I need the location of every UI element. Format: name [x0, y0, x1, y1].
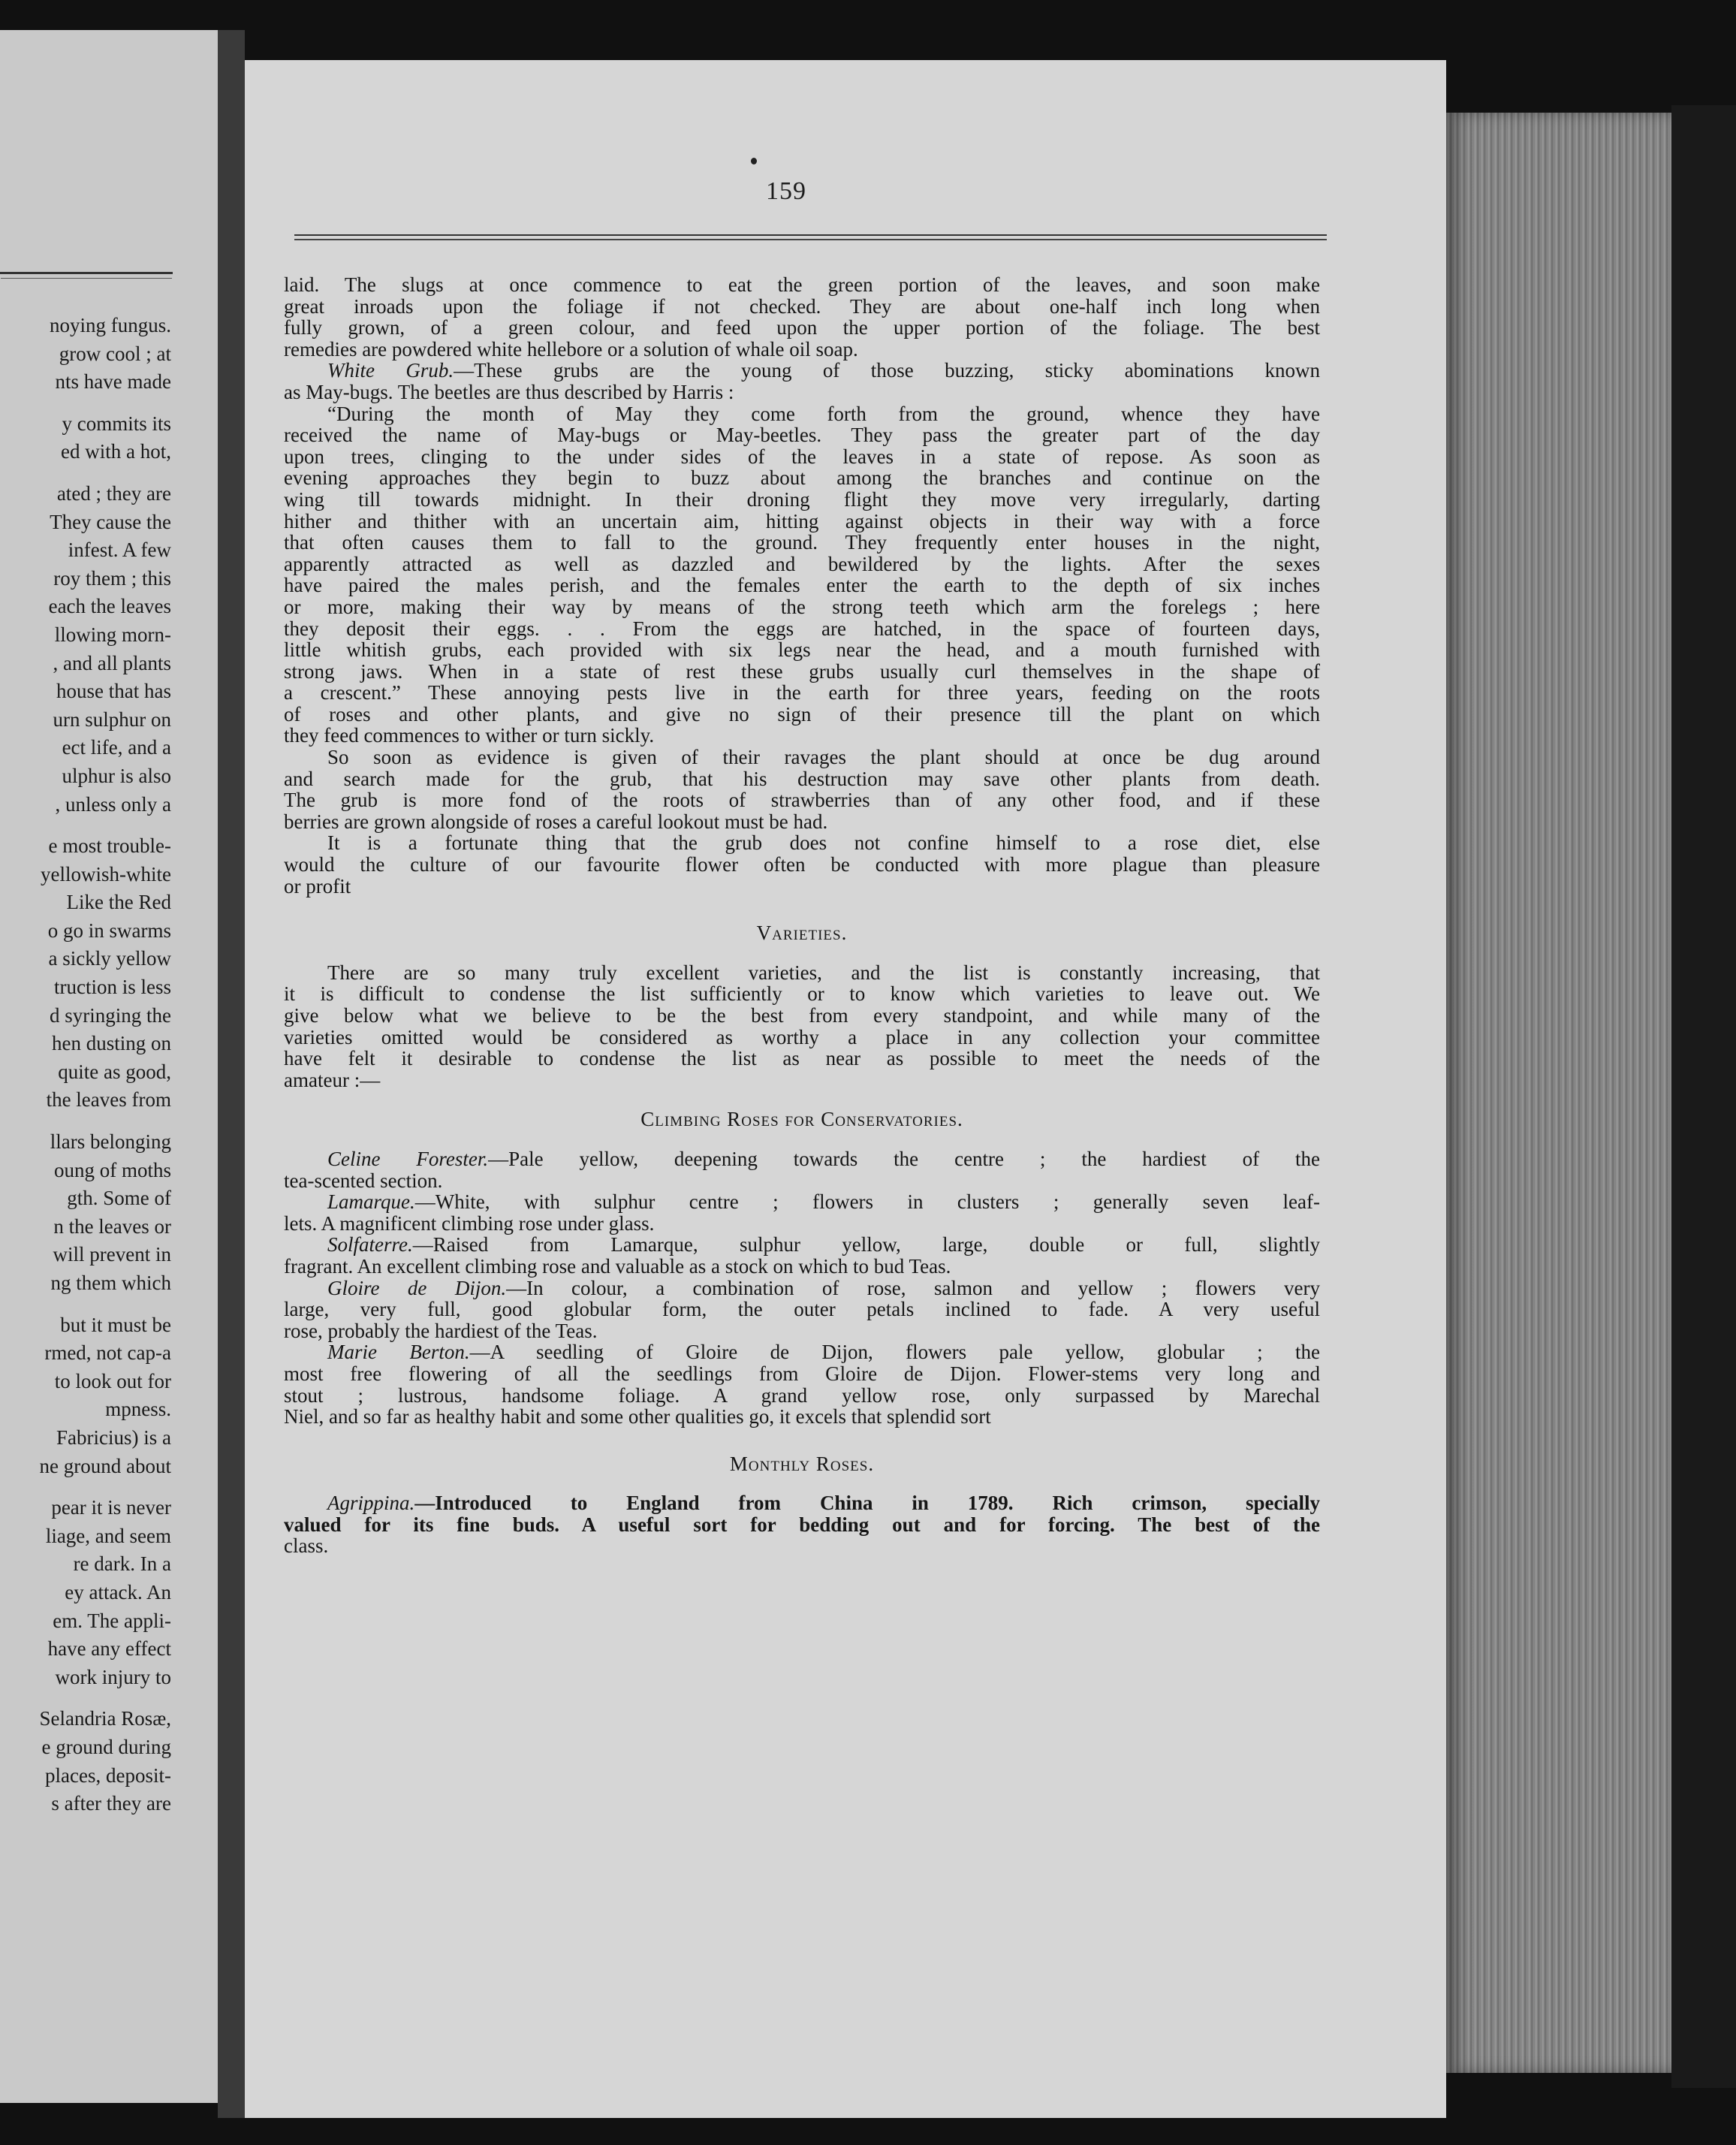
text-line: evening approaches they begin to buzz about among the branches and continue on the: [284, 466, 1320, 490]
left-page-line: truction is less: [54, 976, 171, 999]
left-page-line: oung of moths: [53, 1158, 171, 1181]
left-page-line: e most trouble-: [48, 834, 171, 858]
left-page-line: noying fungus.: [50, 314, 171, 336]
page-edges: [1446, 113, 1671, 2073]
text-line: [284, 1234, 1320, 1256]
left-page-line: Fabricius) is a: [56, 1425, 171, 1449]
left-page-line: house that has: [56, 680, 171, 703]
left-page-line: [0, 1480, 171, 1494]
left-page-line: will prevent in: [53, 1243, 171, 1266]
section-heading-climbing-roses: Climbing Roses for Conservatories.: [640, 1108, 963, 1131]
left-page-line: pear it is never: [51, 1496, 171, 1519]
left-page-line: yellowish-white: [41, 862, 171, 885]
left-page-line: to look out for: [54, 1369, 171, 1392]
text-line: berries are grown alongside of roses a careful lookout must be had.: [284, 810, 828, 833]
entry-text: —In colour, a combination of rose, salmon and yellow ; flowers very: [506, 1276, 1320, 1299]
text-line: wing till towards midnight. In their droning flight they move very irregularly, darting: [284, 487, 1320, 511]
left-page-line: grow cool ; at: [59, 342, 171, 365]
left-page-line: em. The appli-: [53, 1609, 171, 1632]
section-heading-varieties: Varieties.: [756, 922, 848, 945]
left-page-line: s after they are: [51, 1792, 171, 1815]
evidence-paragraph: [284, 747, 1320, 832]
text-line: The grub is more fond of the roots of strawberries than of any other food, and if these: [284, 789, 1320, 812]
left-page-line: re dark. In a: [73, 1552, 171, 1576]
text-line: [284, 1148, 1320, 1170]
left-page-line: ne ground about: [39, 1454, 171, 1477]
left-page-line: [0, 466, 171, 480]
left-page-line: llowing morn-: [54, 623, 171, 646]
text-line: varieties omitted would be considered as worthy a place in any collection your committee: [284, 1025, 1320, 1048]
text-line: lets. A magnificent climbing rose under glass.: [284, 1211, 655, 1235]
text-line: give below what we believe to be the best from every standpoint, and while many of the: [284, 1004, 1320, 1027]
entry-text: —These grubs are the young of those buzzing, sticky abominations known: [454, 359, 1321, 382]
left-page-line: Like the Red: [66, 891, 171, 914]
left-header-rule: [0, 272, 173, 274]
left-page-line: [0, 1691, 171, 1705]
text-line: [284, 360, 1320, 382]
text-line: that often causes them to fall to the ground. They frequently enter houses in the night,: [284, 531, 1320, 554]
text-line: [284, 1492, 1320, 1514]
text-line: There are so many truly excellent varieties, and the list is constantly increasing, that: [327, 961, 1320, 984]
left-page-line: [0, 819, 171, 832]
text-line: great inroads upon the foliage if not checked. They are about one-half inch long when: [284, 294, 1320, 318]
text-line: [284, 1341, 1320, 1363]
text-line: have felt it desirable to condense the list as near as possible to meet the needs of the: [284, 1047, 1320, 1070]
entry-celine-forester: [284, 1148, 1320, 1191]
left-page-line: llars belonging: [50, 1130, 171, 1154]
left-page-line: roy them ; this: [53, 566, 171, 590]
text-line: as May-bugs. The beetles are thus described by Harris :: [284, 380, 734, 403]
left-page-text: [0, 312, 171, 1818]
entry-term: White Grub.: [327, 359, 454, 382]
left-page-line: places, deposit-: [45, 1763, 171, 1787]
text-line: strong jaws. When in a state of rest these grubs usually curl themselves in the shape of: [284, 659, 1320, 683]
left-page-line: infest. A few: [68, 539, 171, 562]
entry-term: Solfaterre.: [327, 1233, 413, 1257]
text-line: would the culture of our favourite flower often be conducted with more plague than pleasure: [284, 853, 1320, 876]
white-grub-paragraph: [284, 360, 1320, 403]
left-page-line: , unless only a: [55, 792, 171, 816]
page-number: 159: [766, 177, 806, 205]
left-page-line: ated ; they are: [56, 481, 171, 505]
text-line: apparently attracted as well as dazzled and bewildered by the lights. After the sexes: [284, 552, 1320, 575]
left-page-line: liage, and seem: [45, 1524, 171, 1547]
edge-shadow: [1671, 105, 1736, 2088]
text-line: hither and thither with an uncertain aim, hitting against objects in their way with a force: [284, 509, 1320, 532]
left-page-line: each the leaves: [48, 595, 171, 618]
left-page-line: d syringing the: [50, 1003, 171, 1027]
left-page-line: quite as good,: [58, 1060, 171, 1083]
book-gutter: [218, 30, 245, 2118]
left-page-line: Selandria Rosæ,: [39, 1707, 171, 1730]
text-line: fragrant. An excellent climbing rose and valuable as a stock on which to bud Teas.: [284, 1254, 951, 1278]
text-line: class.: [284, 1534, 329, 1558]
left-page-line: the leaves from: [46, 1088, 171, 1112]
left-page-line: urn sulphur on: [53, 707, 171, 731]
text-line: received the name of May-bugs or May-beetles. They pass the greater part of the day: [284, 424, 1320, 447]
entry-text: —A seedling of Gloire de Dijon, flowers pale yellow, globular ; the: [469, 1341, 1320, 1364]
entry-term: Marie Berton.: [327, 1341, 470, 1364]
text-line: of roses and other plants, and give no sign of their presence till the plant on which: [284, 702, 1320, 726]
entry-text: —Pale yellow, deepening towards the centre ; the hardiest of the: [488, 1147, 1321, 1170]
left-page-line: but it must be: [60, 1313, 171, 1336]
entry-marie-berton: [284, 1341, 1320, 1427]
entry-agrippina: [284, 1492, 1320, 1557]
left-page-line: ng them which: [50, 1272, 171, 1294]
text-line: [284, 1278, 1320, 1299]
text-line: [284, 1191, 1320, 1213]
text-line: a crescent.” These annoying pests live in the earth for three years, feeding on the roots: [284, 681, 1320, 704]
left-page-line: [0, 397, 171, 410]
text-line: amateur :—: [284, 1068, 381, 1091]
text-line: or more, making their way by means of the strong teeth which arm the forelegs ; here: [284, 595, 1320, 618]
text-line: most free flowering of all the seedlings from Gloire de Dijon. Flower-stems very long and: [284, 1362, 1320, 1385]
left-page-line: work injury to: [55, 1665, 171, 1688]
entry-text: —Raised from Lamarque, sulphur yellow, large, double or full, slightly: [412, 1233, 1320, 1257]
text-line: they feed commences to wither or turn sickly.: [284, 724, 655, 747]
left-page-line: n the leaves or: [53, 1214, 171, 1238]
text-line: “During the month of May they come forth from the ground, whence they have: [327, 402, 1320, 425]
slugs-paragraph: [284, 274, 1320, 360]
text-line: little whitish grubs, each provided with six legs near the head, and a mouth furnished with: [284, 638, 1320, 662]
text-line: they deposit their eggs. . . From the eggs are hatched, in the space of fourteen days,: [284, 617, 1320, 640]
left-page-line: e ground during: [41, 1735, 171, 1758]
left-page-line: ed with a hot,: [61, 440, 171, 463]
harris-quote: [284, 403, 1320, 747]
left-page-line: nts have made: [55, 370, 171, 394]
left-page-line: hen dusting on: [52, 1032, 171, 1055]
entry-term: Gloire de Dijon.: [327, 1276, 507, 1299]
entry-term: Lamarque.: [327, 1190, 415, 1214]
entry-text: —Introduced to England from China in 1789. Rich crimson, specially: [414, 1492, 1320, 1515]
header-rule: [294, 234, 1327, 236]
entry-gloire-de-dijon: [284, 1278, 1320, 1342]
text-line: tea-scented section.: [284, 1169, 443, 1192]
page-body: [284, 274, 1320, 1557]
left-page-line: gth. Some of: [67, 1187, 171, 1210]
entry-term: Agrippina.: [327, 1492, 415, 1515]
left-page-line: have any effect: [47, 1637, 171, 1661]
text-line: or profit: [284, 874, 351, 898]
left-page-line: mpness.: [105, 1398, 171, 1421]
left-page-line: y commits its: [62, 412, 171, 435]
text-line: upon trees, clinging to the under sides of the leaves in a state of repose. As soon as: [284, 445, 1320, 468]
left-page-line: [0, 1298, 171, 1311]
text-line: So soon as evidence is given of their ravages the plant should at once be dug around: [327, 746, 1320, 769]
text-line: Niel, and so far as healthy habit and some other qualities go, it excels that splendid sort: [284, 1405, 991, 1428]
left-page-line: o go in swarms: [47, 919, 171, 942]
left-page-line: ulphur is also: [62, 764, 171, 787]
section-heading-monthly-roses: Monthly Roses.: [729, 1452, 875, 1475]
entry-lamarque: [284, 1191, 1320, 1234]
text-line: valued for its fine buds. A useful sort for bedding out and for forcing. The best of the: [284, 1513, 1320, 1536]
left-page-line: [0, 1115, 171, 1128]
text-line: It is a fortunate thing that the grub does not confine himself to a rose diet, else: [327, 831, 1320, 855]
left-page: [0, 30, 225, 2103]
fortunate-paragraph: [284, 832, 1320, 897]
left-page-line: They cause the: [50, 510, 171, 533]
varieties-paragraph: [284, 962, 1320, 1091]
left-page-line: ect life, and a: [62, 736, 171, 759]
text-line: and search made for the grub, that his destruction may save other plants from death.: [284, 767, 1320, 790]
text-line: fully grown, of a green colour, and feed upon the upper portion of the foliage. The best: [284, 316, 1320, 339]
entry-solfaterre: [284, 1234, 1320, 1277]
left-page-line: a sickly yellow: [48, 947, 171, 970]
entry-term: Celine Forester.: [327, 1147, 489, 1170]
text-line: large, very full, good globular form, the outer petals inclined to fade. A very useful: [284, 1298, 1320, 1321]
text-line: have paired the males perish, and the females enter the earth to the depth of six inches: [284, 574, 1320, 597]
entry-text: —White, with sulphur centre ; flowers in clusters ; generally seven leaf-: [414, 1190, 1320, 1214]
text-line: laid. The slugs at once commence to eat the green portion of the leaves, and soon make: [284, 273, 1320, 296]
text-line: remedies are powdered white hellebore or a solution of whale oil soap.: [284, 337, 858, 361]
text-line: it is difficult to condense the list sufficiently or to know which varieties to leave out. We: [284, 982, 1320, 1006]
text-line: stout ; lustrous, handsome foliage. A grand yellow rose, only surpassed by Marechal: [284, 1383, 1320, 1407]
left-page-line: , and all plants: [53, 651, 171, 674]
text-line: rose, probably the hardiest of the Teas.: [284, 1319, 598, 1342]
ink-speck: [751, 158, 757, 164]
left-page-line: rmed, not cap-a: [44, 1341, 171, 1365]
left-page-line: ey attack. An: [65, 1580, 171, 1603]
